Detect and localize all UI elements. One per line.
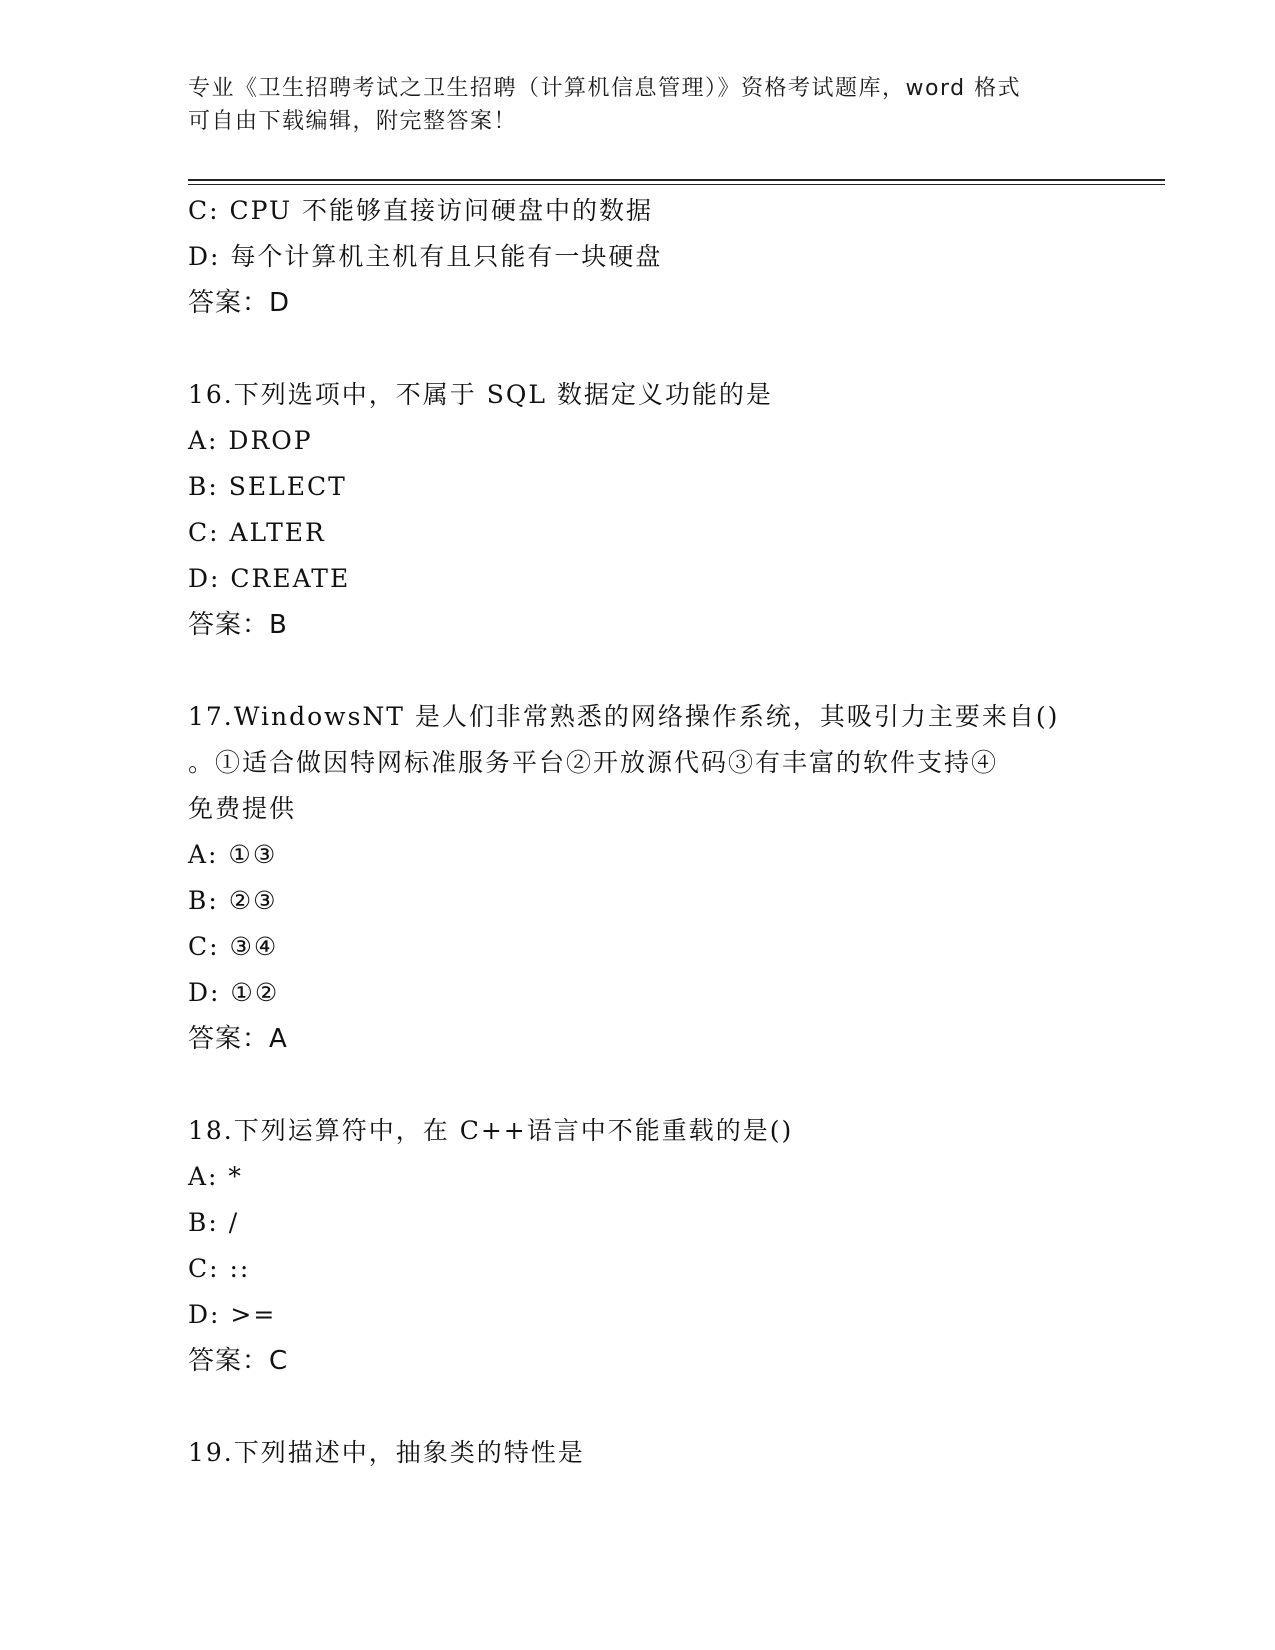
q17-answer: 答案：A: [188, 1024, 288, 1054]
q16-option-a: A: DROP: [188, 426, 313, 455]
q19-question: 19.下列描述中，抽象类的特性是: [188, 1438, 585, 1467]
document-header: [188, 72, 1088, 138]
q18-option-d: D: >=: [188, 1300, 277, 1329]
q18-option-a: A: *: [188, 1162, 243, 1191]
q16-question: 16.下列选项中，不属于 SQL 数据定义功能的是: [188, 380, 773, 409]
q18-option-c: C: ::: [188, 1254, 251, 1283]
question-15-continued: [188, 188, 1088, 326]
question-16: [188, 372, 1088, 648]
question-17: [188, 694, 1088, 1062]
spacer: [188, 1384, 1088, 1430]
header-line-1: 专业《卫生招聘考试之卫生招聘（计算机信息管理）》资格考试题库，word 格式: [188, 76, 1022, 101]
q17-option-b: B: ②③: [188, 886, 278, 915]
header-line-2: 可自由下载编辑，附完整答案！: [188, 109, 518, 134]
q17-option-c: C: ③④: [188, 932, 279, 961]
q17-option-d: D: ①②: [188, 978, 280, 1007]
q17-option-a: A: ①③: [188, 840, 278, 869]
q15-option-c: C: CPU 不能够直接访问硬盘中的数据: [188, 196, 654, 225]
question-list: [188, 188, 1088, 1476]
q16-option-c: C: ALTER: [188, 518, 326, 547]
q18-question: 18.下列运算符中，在 C++语言中不能重载的是(): [188, 1116, 794, 1145]
q15-answer: 答案：D: [188, 288, 291, 318]
header-divider-thin: [188, 184, 1165, 185]
spacer: [188, 1062, 1088, 1108]
question-18: [188, 1108, 1088, 1384]
q17-question-line-3: 免费提供: [188, 794, 297, 823]
spacer: [188, 326, 1088, 372]
q18-answer: 答案：C: [188, 1346, 289, 1376]
q16-option-d: D: CREATE: [188, 564, 351, 593]
q18-option-b: B: /: [188, 1208, 240, 1237]
spacer: [188, 648, 1088, 694]
q17-question-line-2: 。①适合做因特网标准服务平台②开放源代码③有丰富的软件支持④: [188, 748, 999, 777]
q17-question-line-1: 17.WindowsNT 是人们非常熟悉的网络操作系统，其吸引力主要来自(): [188, 702, 1060, 731]
q16-answer: 答案：B: [188, 610, 288, 640]
q16-option-b: B: SELECT: [188, 472, 347, 501]
q15-option-d: D: 每个计算机主机有且只能有一块硬盘: [188, 242, 663, 271]
question-19: [188, 1430, 1088, 1476]
header-divider-thick: [188, 179, 1165, 181]
